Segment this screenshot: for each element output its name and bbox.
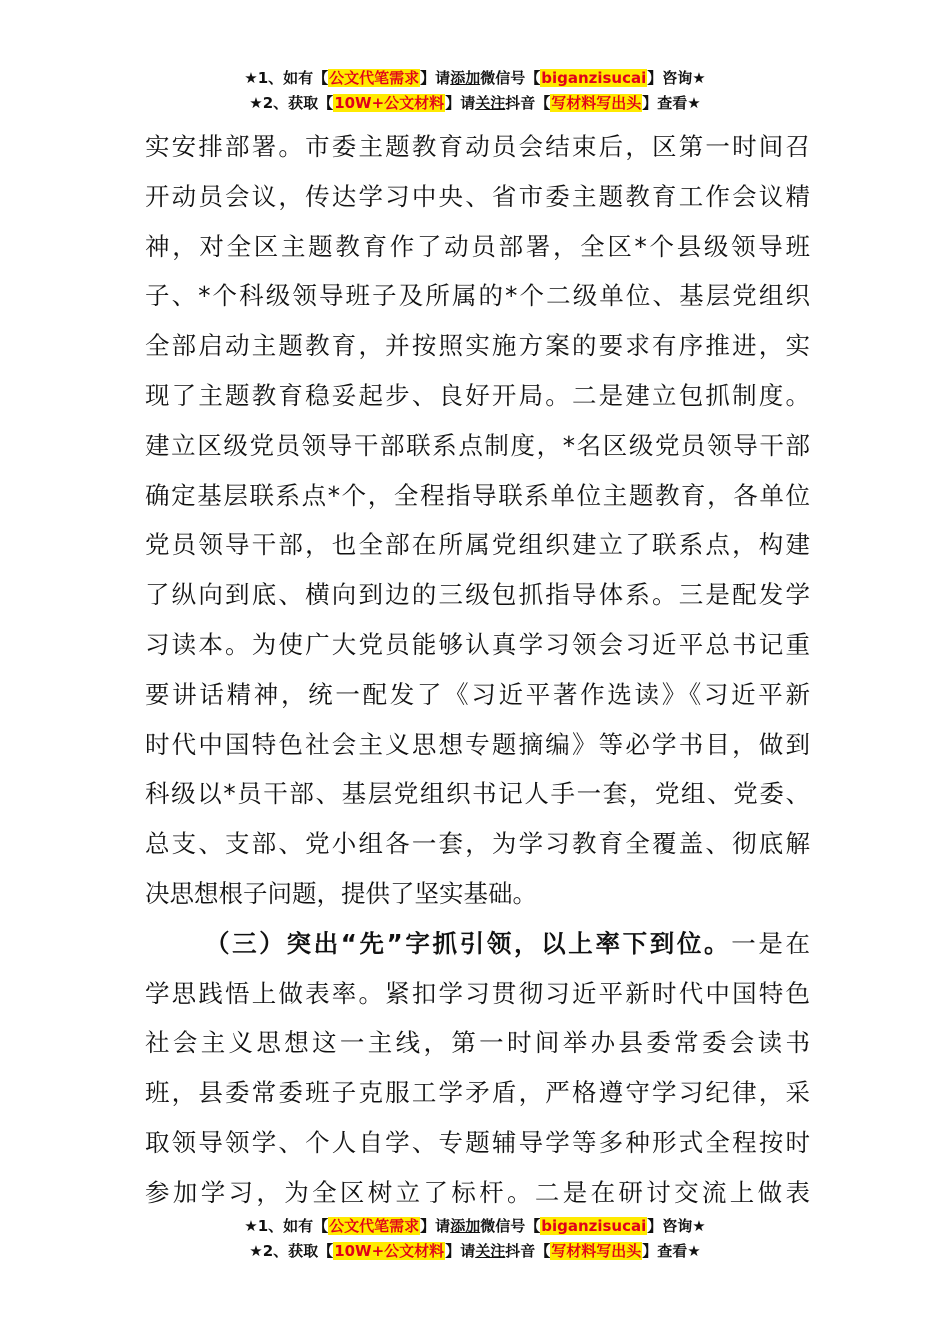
text-line: 参加学习，为全区树立了标杆。二是在研讨交流上做表 xyxy=(145,1177,810,1207)
section-heading-line xyxy=(145,919,810,969)
banner-text: 】请 xyxy=(445,1242,476,1260)
banner-underlined: 添加 xyxy=(450,69,481,87)
text-run: 一是在 xyxy=(731,928,810,958)
text-line: 子、*个科级领导班子及所属的*个二级单位、基层党组织 xyxy=(145,281,810,311)
banner-line-1 xyxy=(0,1214,950,1239)
banner-line-2 xyxy=(0,91,950,116)
text-line: 要讲话精神，统一配发了《习近平著作选读》《习近平新 xyxy=(145,679,810,709)
banner-underlined: 添加 xyxy=(450,1217,481,1235)
paragraph-1 xyxy=(145,122,810,919)
text-line: 决思想根子问题，提供了坚实基础。 xyxy=(145,878,537,908)
text-line: 党员领导干部，也全部在所属党组织建立了联系点，构建 xyxy=(145,530,810,560)
text-line: 科级以*员干部、基层党组织书记人手一套，党组、党委、 xyxy=(145,779,810,809)
banner-line-2 xyxy=(0,1239,950,1264)
text-line: 总支、支部、党小组各一套，为学习教育全覆盖、彻底解 xyxy=(145,829,810,859)
text-line: 实安排部署。市委主题教育动员会结束后，区第一时间召 xyxy=(145,132,810,161)
highlight-wechat-id: biganzisucai xyxy=(541,1217,647,1235)
text-line: 全部启动主题教育，并按照实施方案的要求有序推进，实 xyxy=(145,331,810,361)
banner-text: ★1、如有【 xyxy=(244,1217,329,1235)
text-line: 习读本。为使广大党员能够认真学习领会习近平总书记重 xyxy=(145,629,810,659)
text-line: 社会主义思想这一主线，第一时间举办县委常委会读书 xyxy=(145,1028,810,1058)
text-line: 班，县委常委班子克服工学矛盾，严格遵守学习纪律，采 xyxy=(145,1078,810,1108)
banner-text: 】请 xyxy=(420,69,451,87)
paragraph-2 xyxy=(145,919,810,1218)
text-line: 建立区级党员领导干部联系点制度，*名区级党员领导干部 xyxy=(145,430,810,460)
banner-text: 】请 xyxy=(420,1217,451,1235)
text-line: 了纵向到底、横向到边的三级包抓指导体系。三是配发学 xyxy=(145,580,810,610)
text-line: 取领导领学、个人自学、专题辅导学等多种形式全程按时 xyxy=(145,1127,810,1157)
banner-text: 】咨询★ xyxy=(647,69,706,87)
banner-text: 】查看★ xyxy=(642,1242,701,1260)
text-line: 确定基层联系点*个，全程指导联系单位主题教育，各单位 xyxy=(145,480,810,510)
section-heading: （三）突出“先”字抓引领，以上率下到位。 xyxy=(205,928,732,958)
highlight-douyin-id: 写材料写出头 xyxy=(551,1242,642,1260)
banner-line-1 xyxy=(0,66,950,91)
banner-text: 微信号【 xyxy=(480,1217,541,1235)
text-line: 学思践悟上做表率。紧扣学习贯彻习近平新时代中国特色 xyxy=(145,978,810,1008)
top-banner xyxy=(0,66,950,116)
highlight-ghostwriting: 公文代笔需求 xyxy=(329,69,420,87)
document-body xyxy=(145,122,810,1218)
banner-text: 微信号【 xyxy=(480,69,541,87)
highlight-materials: 10W+公文材料 xyxy=(334,94,445,112)
banner-text: 】咨询★ xyxy=(647,1217,706,1235)
banner-text: ★2、获取【 xyxy=(249,1242,334,1260)
text-line: 时代中国特色社会主义思想专题摘编》等必学书目，做到 xyxy=(145,729,810,759)
banner-text: ★2、获取【 xyxy=(249,94,334,112)
highlight-materials: 10W+公文材料 xyxy=(334,1242,445,1260)
bottom-banner xyxy=(0,1214,950,1264)
highlight-ghostwriting: 公文代笔需求 xyxy=(329,1217,420,1235)
text-line: 开动员会议，传达学习中央、省市委主题教育工作会议精 xyxy=(145,181,810,211)
banner-underlined: 关注 xyxy=(475,94,506,112)
banner-underlined: 关注 xyxy=(475,1242,506,1260)
highlight-wechat-id: biganzisucai xyxy=(541,69,647,87)
text-line: 神，对全区主题教育作了动员部署，全区*个县级领导班 xyxy=(145,231,810,261)
banner-text: 】请 xyxy=(445,94,476,112)
banner-text: 】查看★ xyxy=(642,94,701,112)
banner-text: 抖音【 xyxy=(505,94,551,112)
highlight-douyin-id: 写材料写出头 xyxy=(551,94,642,112)
banner-text: ★1、如有【 xyxy=(244,69,329,87)
text-line: 现了主题教育稳妥起步、良好开局。二是建立包抓制度。 xyxy=(145,380,810,410)
banner-text: 抖音【 xyxy=(505,1242,551,1260)
